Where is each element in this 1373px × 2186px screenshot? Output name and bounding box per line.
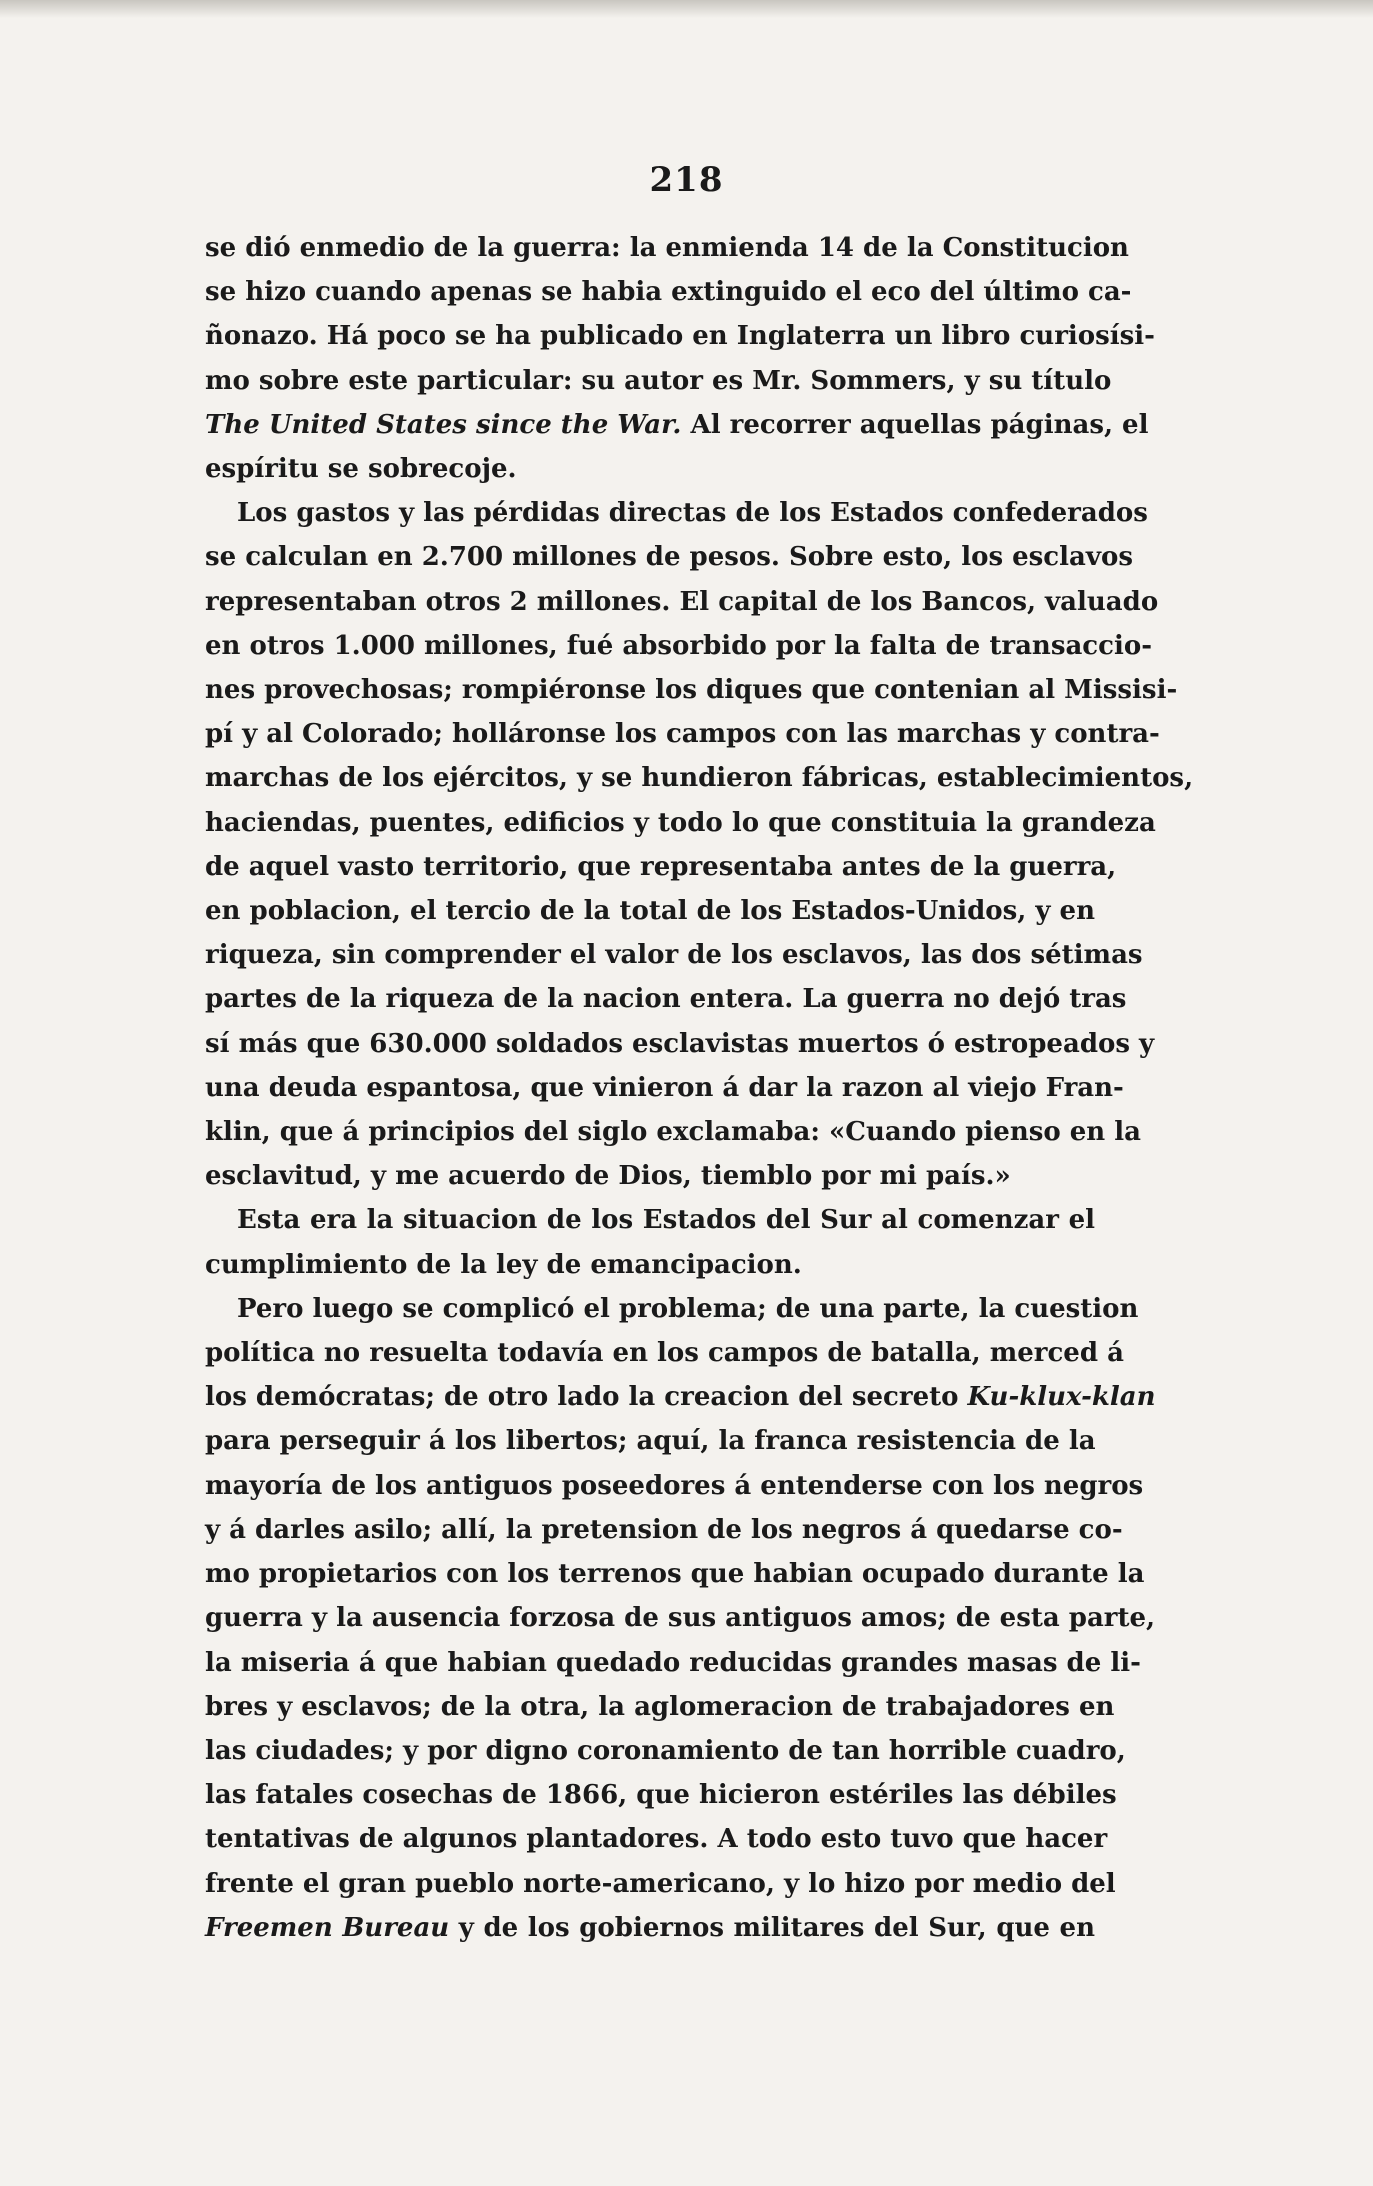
text-line	[205, 1375, 1156, 1419]
text-line: bres y esclavos; de la otra, la aglomeracion de trabajadores en	[205, 1691, 1115, 1722]
text-line: haciendas, puentes, edificios y todo lo que constituia la grandeza	[205, 807, 1156, 838]
text-line: se dió enmedio de la guerra: la enmienda 14 de la Constitucion	[205, 233, 1129, 263]
text-line: para perseguir á los libertos; aquí, la franca resistencia de la	[205, 1426, 1096, 1457]
scan-edge	[0, 0, 1373, 18]
text-line: riqueza, sin comprender el valor de los esclavos, las dos sétimas	[205, 940, 1143, 971]
text-line: mo sobre este particular: su autor es Mr. Sommers, y su título	[205, 365, 1112, 396]
text-segment: y de los gobiernos militares del Sur, que en	[449, 1912, 1095, 1943]
text-line: las fatales cosechas de 1866, que hicieron estériles las débiles	[205, 1780, 1117, 1811]
text-line: y á darles asilo; allí, la pretension de los negros á quedarse co-	[205, 1514, 1123, 1545]
text-line	[205, 403, 1149, 447]
text-line: en otros 1.000 millones, fué absorbido por la falta de transaccio-	[205, 630, 1152, 661]
text-line: marchas de los ejércitos, y se hundieron fábricas, establecimientos,	[205, 763, 1194, 794]
text-line: esclavitud, y me acuerdo de Dios, tiemblo por mi país.»	[205, 1161, 1011, 1192]
text-line: en poblacion, el tercio de la total de los Estados-Unidos, y en	[205, 896, 1095, 927]
text-segment: los demócratas; de otro lado la creacion del secreto	[205, 1382, 968, 1413]
text-line: una deuda espantosa, que vinieron á dar la razon al viejo Fran-	[205, 1072, 1124, 1103]
body-text	[205, 226, 1194, 1950]
text-line: ñonazo. Há poco se ha publicado en Inglaterra un libro curiosísi-	[205, 321, 1155, 352]
text-line: de aquel vasto territorio, que representaba antes de la guerra,	[205, 851, 1117, 882]
text-line: cumplimiento de la ley de emancipacion.	[205, 1249, 802, 1280]
organization-name: Ku-klux-klan	[967, 1382, 1156, 1413]
text-line: se hizo cuando apenas se habia extinguido el eco del último ca-	[205, 277, 1132, 308]
page-number: 218	[649, 160, 724, 200]
text-line	[205, 1906, 1095, 1950]
book-title: The United States since the War.	[205, 409, 682, 440]
text-line: sí más que 630.000 soldados esclavistas muertos ó estropeados y	[205, 1028, 1155, 1059]
text-line: frente el gran pueblo norte-americano, y lo hizo por medio del	[205, 1868, 1116, 1899]
text-line: las ciudades; y por digno coronamiento de tan horrible cuadro,	[205, 1735, 1126, 1766]
text-line: mayoría de los antiguos poseedores á entenderse con los negros	[205, 1470, 1144, 1501]
text-line: partes de la riqueza de la nacion entera. La guerra no dejó tras	[205, 984, 1127, 1015]
text-segment: Al recorrer aquellas páginas, el	[681, 409, 1149, 440]
text-line: política no resuelta todavía en los campos de batalla, merced á	[205, 1338, 1124, 1369]
text-line: se calculan en 2.700 millones de pesos. Sobre esto, los esclavos	[205, 542, 1133, 573]
text-line: espíritu se sobrecoje.	[205, 454, 517, 485]
text-line: tentativas de algunos plantadores. A todo esto tuvo que hacer	[205, 1824, 1108, 1855]
text-line: guerra y la ausencia forzosa de sus antiguos amos; de esta parte,	[205, 1603, 1156, 1634]
text-line: mo propietarios con los terrenos que habian ocupado durante la	[205, 1559, 1145, 1590]
text-line: nes provechosas; rompiéronse los diques que contenian al Missisi-	[205, 675, 1178, 706]
text-line: Los gastos y las pérdidas directas de los Estados confederados	[237, 498, 1148, 529]
organization-name: Freemen Bureau	[205, 1912, 450, 1943]
text-line: pí y al Colorado; holláronse los campos con las marchas y contra-	[205, 719, 1160, 750]
text-line: representaban otros 2 millones. El capital de los Bancos, valuado	[205, 586, 1159, 617]
text-line: Esta era la situacion de los Estados del Sur al comenzar el	[237, 1205, 1095, 1236]
text-line: Pero luego se complicó el problema; de una parte, la cuestion	[237, 1293, 1139, 1324]
text-line: la miseria á que habian quedado reducidas grandes masas de li-	[205, 1647, 1141, 1678]
text-line: klin, que á principios del siglo exclamaba: «Cuando pienso en la	[205, 1117, 1141, 1148]
